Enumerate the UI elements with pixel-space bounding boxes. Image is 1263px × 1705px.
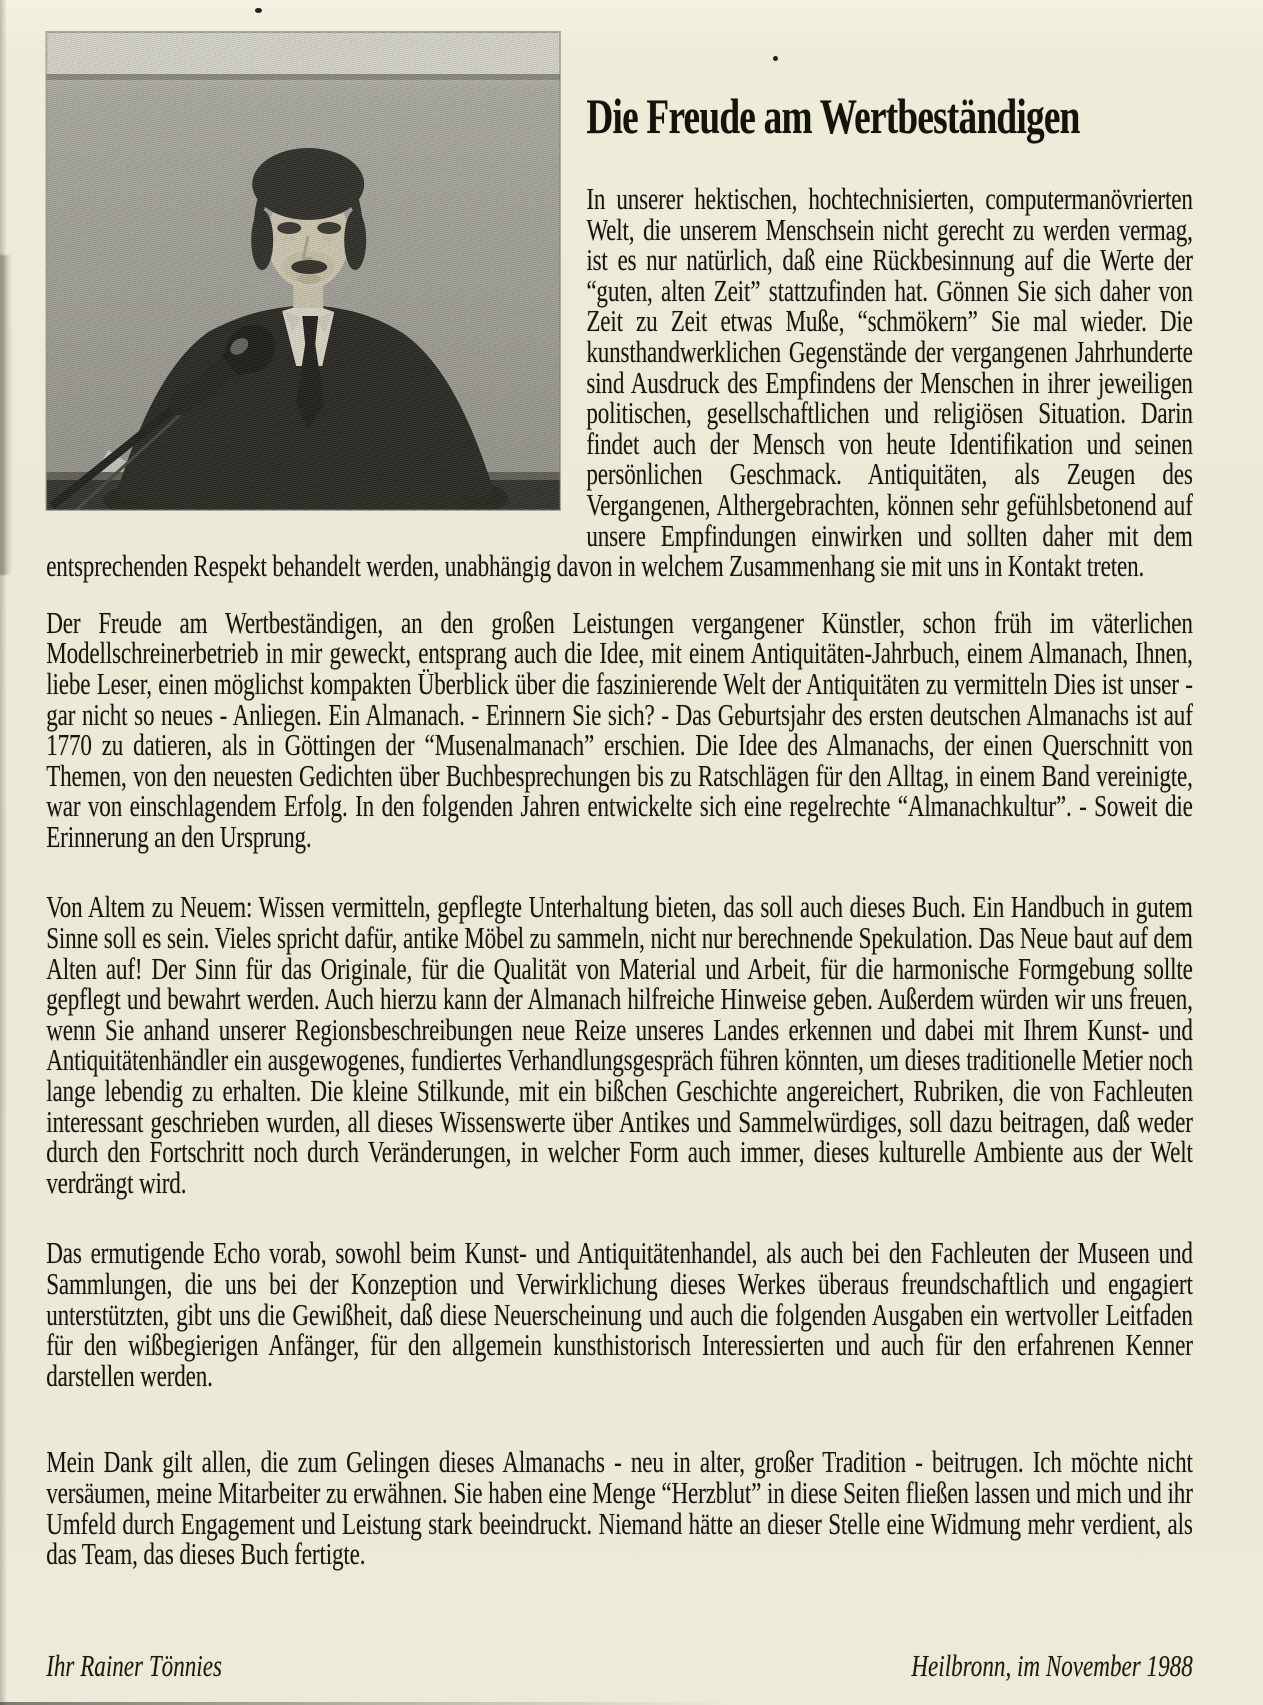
- page-footer: [0, 1649, 1263, 1683]
- paragraph-dank: Mein Dank gilt allen, die zum Gelingen dieses Almanachs - neu in alter, großer Tradition - beitrugen. Ich möchte nicht versäumen, meine Mitarbeiter zu erwähnen. Sie haben eine Menge “Herzblut” in diese Seiten fließen lassen und mich und ihr Umfeld durch Engagement und Leistung stark beeindruckt. Niemand hätte an dieser Stelle eine Widmung mehr verdient, als das Team, das dieses Buch fertigte.: [46, 1444, 1193, 1572]
- paragraph-von-altem-zu-neuem: Von Altem zu Neuem: Wissen vermitteln, gepflegte Unterhaltung bieten, das soll auch dieses Buch. Ein Handbuch in gutem Sinne soll es sein. Vieles spricht dafür, antike Möbel zu sammeln, nicht nur berechnende Spekulation. Das Neue baut auf dem Alten auf! Der Sinn für das Originale, für die Qualität von Material und Arbeit, für die harmonische Formgebung sollte gepflegt und bewahrt werden. Auch hierzu kann der Almanach hilfreiche Hinweise geben. Außerdem würden wir uns freuen, wenn Sie anhand unserer Regionsbeschreibungen neue Reize unseres Landes erkennen und dabei mit Ihrem Kunst- und Antiquitätenhändler ein ausgewogenes, fundiertes Verhandlungsgespräch führen könnten, um dieses traditionelle Metier noch lange lebendig zu erhalten. Die kleine Stilkunde, mit ein bißchen Geschichte angereichert, Rubriken, die von Fachleuten interessant geschrieben wurden, all dieses Wissenswerte über Antikes und Sammelwürdiges, soll dazu beitragen, daß weder durch den Fortschritt noch durch Veränderungen, in welcher Form auch immer, dieses kulturelle Ambiente aus der Welt verdrängt wird.: [46, 889, 1193, 1200]
- signature: Ihr Rainer Tönnies: [46, 1648, 222, 1683]
- page-title: Die Freude am Wertbeständigen: [586, 88, 1080, 144]
- author-photo: [46, 32, 560, 510]
- place-date: Heilbronn, im November 1988: [911, 1648, 1193, 1683]
- paragraph-almanach-idea: Der Freude am Wertbeständigen, an den großen Leistungen vergangener Künstler, schon früh im väterlichen Modellschreinerbetrieb in mir geweckt, entsprang auch die Idee, mit einem Antiquitäten-Jahrbuch, einem Almanach, Ihnen, liebe Leser, einen möglichst kompakten Überblick über die faszinierende Welt der Antiquitäten zu vermitteln Dies ist unser - gar nicht so neues - Anliegen. Ein Almanach. - Erinnern Sie sich? - Das Geburtsjahr des ersten deutschen Almanachs ist auf 1770 zu datieren, als in Göttingen der “Musenalmanach” erschien. Die Idee des Almanachs, der einen Querschnitt von Themen, von den neuesten Gedichten über Buchbesprechungen bis zu Ratschlägen für den Alltag, in einem Band vereinigte, war von einschlagendem Erfolg. In den folgenden Jahren entwickelte sich eine regelrechte “Almanachkultur”. - Soweit die Erinnerung an den Ursprung.: [46, 604, 1193, 854]
- paragraph-echo: Das ermutigende Echo vorab, sowohl beim Kunst- und Antiquitätenhandel, als auch bei den Fachleuten der Museen und Sammlungen, die uns bei der Konzeption und Verwirklichung dieses Werkes überaus freundschaftlich und engagiert unterstützten, gibt uns die Gewißheit, daß diese Neuerscheinung und auch die folgenden Ausgaben ein wertvoller Leitfaden für den wißbegierigen Anfänger, für den allgemein kunsthistorisch Interessierten und auch für den erfahrenen Kenner darstellen werden.: [46, 1235, 1193, 1393]
- paragraph-intro: In unserer hektischen, hochtechnisierten, computermanövrierten Welt, die unserem Menschsein nicht gerecht zu werden vermag, ist es nur natürlich, daß eine Rückbesinnung auf die Werte der “guten, alten Zeit” stattzufinden hat. Gönnen Sie sich daher von Zeit zu Zeit etwas Muße, “schmökern” Sie mal wieder. Die kunsthandwerklichen Gegenstände der vergangenen Jahrhunderte sind Ausdruck des Empfindens der Menschen in ihrer jeweiligen politischen, gesellschaftlichen und religiösen Situation. Darin findet auch der Mensch von heute Identifikation und seinen persönlichen Geschmack. Antiquitäten, als Zeugen des Vergangenen, Althergebrachten, können sehr gefühlsbetonend auf unsere Empfindungen einwirken und sollten daher mit dem entsprechenden Respekt behandelt werden, unabhängig davon in welchem Zusammenhang sie mit uns in Kontakt treten.: [46, 181, 1193, 584]
- author-photo-illustration: [46, 32, 560, 510]
